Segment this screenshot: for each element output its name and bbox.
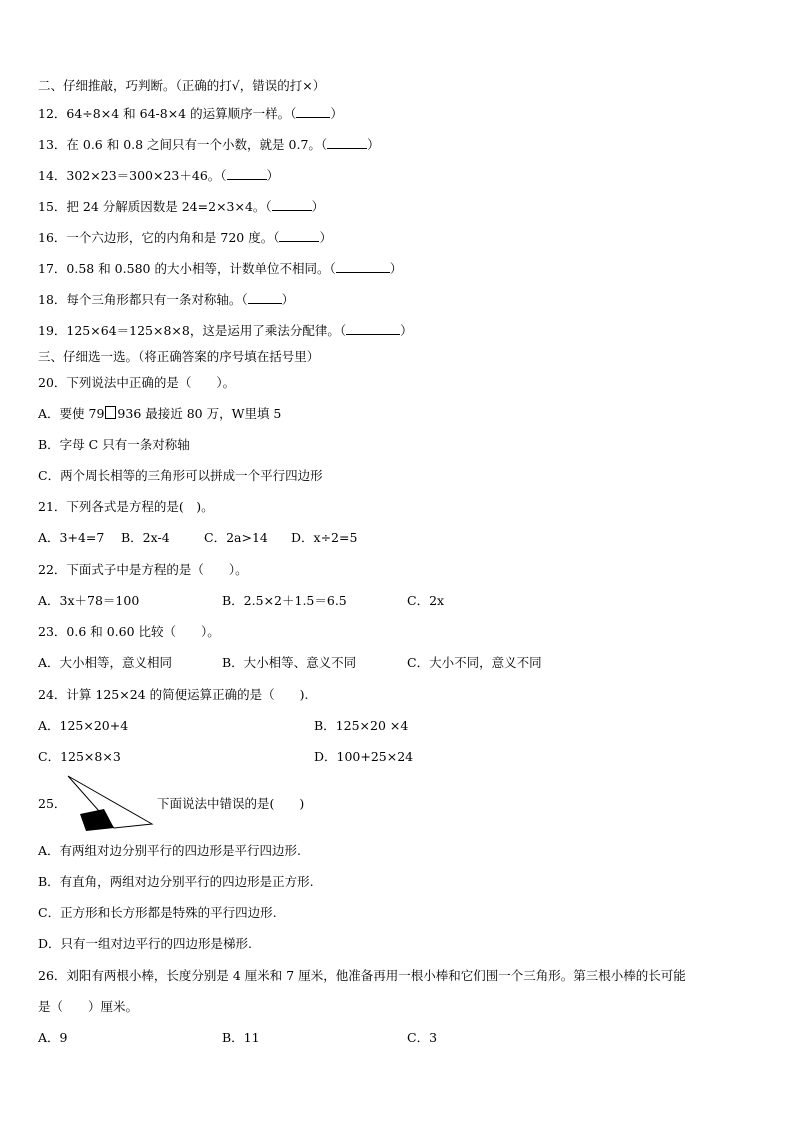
question-22: 22．下面式子中是方程的是（ ）。	[38, 562, 248, 577]
question-18: 18．每个三角形都只有一条对称轴。（ ）	[38, 292, 295, 307]
answer-blank-12[interactable]	[296, 105, 330, 118]
answer-blank-18[interactable]	[248, 291, 282, 304]
q24-option-b[interactable]: B．125×20 ×4	[314, 718, 409, 733]
q26-option-b[interactable]: B．11	[222, 1030, 260, 1045]
q22-option-c[interactable]: C．2x	[407, 593, 445, 608]
section-3-heading: 三、仔细选一选。（将正确答案的序号填在括号里）	[38, 349, 320, 364]
q21-option-c[interactable]: C．2a>14	[204, 530, 268, 545]
question-12: 12．64÷8×4 和 64-8×4 的运算顺序一样。（ ）	[38, 106, 343, 121]
q22-option-b[interactable]: B．2.5×2＋1.5＝6.5	[222, 593, 347, 608]
q25-option-b[interactable]: B．有直角，两组对边分别平行的四边形是正方形.	[38, 874, 314, 889]
question-25-number: 25．	[38, 796, 67, 811]
q25-option-d[interactable]: D．只有一组对边平行的四边形是梯形.	[38, 936, 252, 951]
section-2-heading: 二、仔细推敲，巧判断。（正确的打√，错误的打×）	[38, 78, 326, 93]
question-19: 19．125×64＝125×8×8，这是运用了乘法分配律。（ ）	[38, 323, 413, 338]
q24-option-a[interactable]: A．125×20+4	[38, 718, 129, 733]
question-14: 14．302×23＝300×23＋46。（ ）	[38, 168, 280, 183]
question-13: 13．在 0.6 和 0.8 之间只有一个小数，就是 0.7。（ ）	[38, 137, 380, 152]
question-16: 16．一个六边形，它的内角和是 720 度。（ ）	[38, 230, 332, 245]
question-26-line-2: 是（ ）厘米。	[38, 999, 139, 1014]
question-17: 17．0.58 和 0.580 的大小相等，计数单位不相同。（ ）	[38, 261, 403, 276]
answer-blank-17[interactable]	[336, 260, 390, 273]
q20-option-b[interactable]: B．字母 C 只有一条对称轴	[38, 437, 190, 452]
digit-box	[105, 406, 116, 419]
q24-option-c[interactable]: C．125×8×3	[38, 749, 121, 764]
q25-option-c[interactable]: C．正方形和长方形都是特殊的平行四边形.	[38, 905, 277, 920]
question-21: 21．下列各式是方程的是( )。	[38, 499, 214, 514]
q23-option-c[interactable]: C．大小不同，意义不同	[407, 655, 542, 670]
question-26-line-1: 26．刘阳有两根小棒，长度分别是 4 厘米和 7 厘米，他准备再用一根小棒和它们围一个三角形。第三根小棒的长可能	[38, 968, 686, 983]
q23-option-a[interactable]: A．大小相等，意义相同	[38, 655, 173, 670]
q21-option-d[interactable]: D．x÷2=5	[291, 530, 358, 545]
answer-blank-14[interactable]	[227, 167, 267, 180]
question-15: 15．把 24 分解质因数是 24=2×3×4。（ ）	[38, 199, 325, 214]
q26-option-c[interactable]: C．3	[407, 1030, 438, 1045]
q20-option-c[interactable]: C．两个周长相等的三角形可以拼成一个平行四边形	[38, 468, 323, 483]
answer-blank-15[interactable]	[272, 198, 312, 211]
q21-option-a[interactable]: A．3+4=7	[38, 530, 105, 545]
q21-option-b[interactable]: B．2x-4	[121, 530, 170, 545]
answer-blank-13[interactable]	[327, 136, 367, 149]
q23-option-b[interactable]: B．大小相等、意义不同	[222, 655, 357, 670]
q20-option-a[interactable]: A．要使 79 936 最接近 80 万，W里填 5	[38, 406, 282, 421]
q22-option-a[interactable]: A．3x＋78＝100	[38, 593, 140, 608]
question-20: 20．下列说法中正确的是（ ）。	[38, 375, 236, 390]
triangle-figure	[64, 774, 156, 834]
q26-option-a[interactable]: A．9	[38, 1030, 68, 1045]
answer-blank-19[interactable]	[346, 322, 400, 335]
q25-option-a[interactable]: A．有两组对边分别平行的四边形是平行四边形.	[38, 843, 302, 858]
answer-blank-16[interactable]	[279, 229, 319, 242]
question-25: 下面说法中错误的是( )	[157, 796, 305, 811]
q24-option-d[interactable]: D．100+25×24	[314, 749, 414, 764]
question-23: 23．0.6 和 0.60 比较（ ）。	[38, 624, 220, 639]
question-24: 24．计算 125×24 的简便运算正确的是（ ).	[38, 687, 309, 702]
